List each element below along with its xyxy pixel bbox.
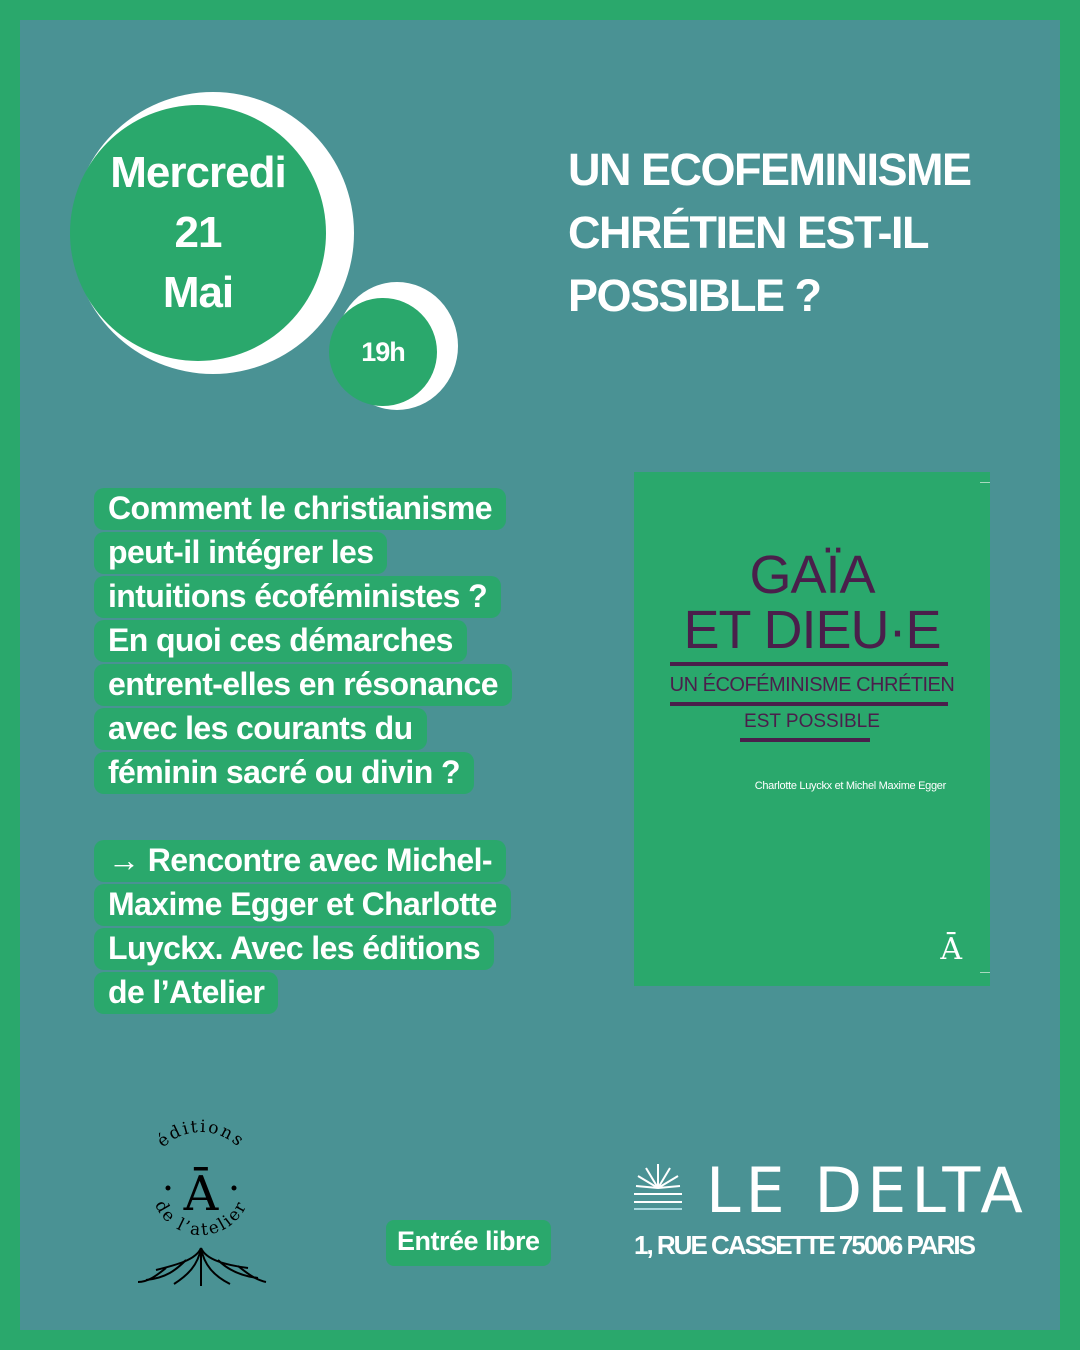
logo-text-top: éditions bbox=[153, 1116, 249, 1152]
description-line: Comment le christianisme bbox=[94, 488, 506, 530]
crop-mark bbox=[980, 482, 990, 483]
description-line: peut-il intégrer les bbox=[94, 532, 387, 574]
description-line: féminin sacré ou divin ? bbox=[94, 752, 474, 794]
venue-name: LE DELTA bbox=[706, 1154, 1028, 1227]
book-rule bbox=[740, 738, 870, 742]
book-subtitle-line2: EST POSSIBLE bbox=[744, 711, 880, 732]
date-circle bbox=[70, 105, 326, 361]
date-month: Mai bbox=[162, 268, 234, 317]
book-title-line1: GAÏA bbox=[749, 545, 875, 605]
editions-atelier-logo bbox=[126, 1100, 276, 1290]
event-time: 19h bbox=[361, 336, 405, 367]
book-authors: Charlotte Luyckx et Michel Maxime Egger bbox=[754, 780, 946, 792]
book-rule bbox=[670, 702, 948, 706]
meeting-line: de l’Atelier bbox=[94, 972, 278, 1014]
book-rule bbox=[670, 662, 948, 666]
svg-text:éditions bbox=[153, 1117, 249, 1152]
book-title-line2: ET DIEU·E bbox=[683, 600, 941, 660]
book-subtitle-line1: UN ÉCOFÉMINISME CHRÉTIEN bbox=[669, 674, 955, 696]
logo-text-bottom: de l’atelier bbox=[150, 1197, 252, 1241]
delta-logo-icon bbox=[632, 1162, 684, 1216]
description-line: En quoi ces démarches bbox=[94, 620, 467, 662]
roots-icon bbox=[138, 1248, 266, 1286]
event-title: UN ECOFEMINISME CHRÉTIEN EST-IL POSSIBLE ? bbox=[568, 144, 971, 321]
book-publisher-mark: Ā bbox=[940, 932, 962, 967]
description-line: intuitions écoféministes ? bbox=[94, 576, 501, 618]
crop-mark bbox=[980, 972, 990, 973]
book-cover bbox=[634, 472, 990, 986]
time-circle bbox=[329, 298, 437, 406]
description-line: entrent-elles en résonance bbox=[94, 664, 512, 706]
logo-letter: Ā bbox=[183, 1166, 219, 1222]
date-weekday: Mercredi bbox=[110, 148, 286, 197]
description-line: avec les courants du bbox=[94, 708, 427, 750]
entry-badge: Entrée libre bbox=[386, 1220, 551, 1266]
meeting-line: Luyckx. Avec les éditions bbox=[94, 928, 494, 970]
event-poster bbox=[20, 20, 1060, 1330]
event-description bbox=[94, 486, 614, 1014]
venue-address: 1, RUE CASSETTE 75006 PARIS bbox=[634, 1230, 974, 1260]
meeting-line: → Rencontre avec Michel- bbox=[94, 840, 506, 882]
meeting-line: Maxime Egger et Charlotte bbox=[94, 884, 511, 926]
date-day: 21 bbox=[174, 208, 222, 257]
